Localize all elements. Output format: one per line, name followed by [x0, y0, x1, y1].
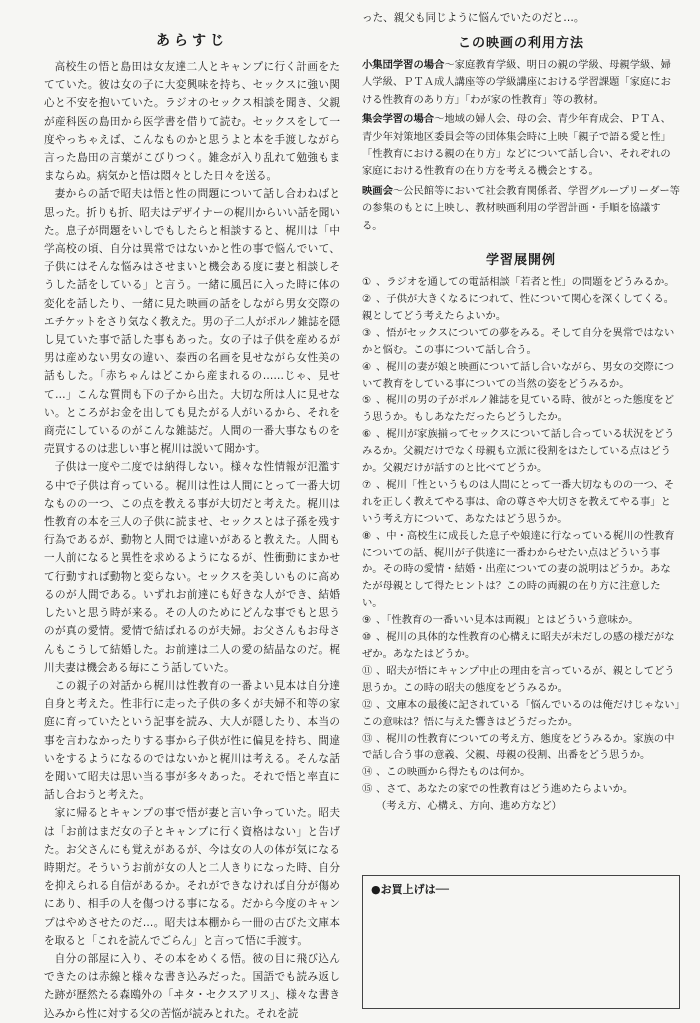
discussion-item — [362, 325, 680, 359]
item-number: ⑧ — [362, 529, 372, 542]
discussion-item — [362, 612, 680, 629]
item-text: 、梶川が家族揃ってセックスについて話し合っている状況をどうみるか。父親だけでなく母親も立派に役割をはたしている点はどうか。父親だけが話すのと比べてどうか。 — [362, 428, 675, 475]
usage-text: 〜公民館等において社会教育関係者、学習グループリーダー等の参集のもとに上映し、教材映画利用の学習計画・手順を協議する。 — [362, 184, 680, 232]
usage-term: 小集団学習の場合 — [362, 59, 445, 71]
discussion-item — [362, 629, 680, 663]
discussion-item — [362, 731, 680, 765]
item-text: 、梶川の具体的な性教育の心構えに昭夫が未だしの感の様だがなぜか。あなたはどうか。 — [362, 631, 675, 660]
discussion-item — [362, 274, 680, 291]
item-number: ② — [362, 292, 372, 305]
synopsis-paragraph: 妻からの話で昭夫は悟と性の問題について話し合わねばと思った。折りも折、昭夫はデザイナーの梶川からいい話を聞いた。息子が問題をいしでもしたらと相談すると、梶川は「中学高校の頃、自分は異常ではないかと性の事で悩んでいて、子供にはそんな悩みはさせまいと機会ある度に妻と相談しそうした話をしている」と言う。一緒に風呂に入った時に体の変化を話したり、一緒に見た映画の話をしながら男女交際のエチケットをさり気なく教えた。男の子二人がポルノ雑誌を隠し見ていた事で話した事もあった。女の子は子供を産めるが男は産めない男女の違い、泰西の名画を見せながら女性美の話もした。「赤ちゃんはどこから産まれるの……じゃ、見せて…」こんな質問も下の子から出た。大切な所は人に見せない。ところがお金を出しても見たがる人がいるから、それを商売にしているのがこんな雑誌だ。人間の一番大事なものを売買するのは悲しい事と梶川は説いて聞かす。 — [44, 188, 340, 456]
item-text: 、梶川の男の子がポルノ雑誌を見ている時、彼がとった態度をどう思うか。もしあなただったらどうしたか。 — [362, 394, 674, 424]
item-number: ⑤ — [362, 394, 372, 407]
synopsis-paragraph: 自分の部屋に入り、その本をめくる悟。彼の目に飛び込んできたのは赤線と様々な書き込みだった。国語でも読み返した跡が歴然たる森鴎外の「ヰタ・セクスアリス」、様々な書き込みから性に対する父の苦悩が読みとれた。それを読 — [44, 952, 340, 1020]
item-text: 、梶川の性教育についての考え方、態度をどうみるか。家族の中で話し合う事の意義、父親、母親の役割、出番をどう思うか。 — [362, 732, 675, 762]
synopsis-title: あらすじ — [156, 33, 228, 49]
item-text: 、「性教育の一番いい見本は両親」とはどういう意味か。 — [376, 614, 639, 627]
item-number: ③ — [362, 326, 372, 339]
synopsis-continuation: った、親父も同じように悩んでいたのだと…。 — [362, 12, 585, 24]
synopsis-paragraph: 子供は一度や二度では納得しない。様々な性情報が氾濫する中で子供は育っている。梶川は性は人間にとって一番大切なものの一つ、この点を教える事が大切だと考えた。梶川は性教育の本を三人の子供に読ませ、セックスとは子孫を残す行為であるが、動物と人間では違いがあると教えた。人間も一人前になると異性を求めるようになるが、性衝動にまかせて行動すれば動物と変らない。セックスを美しいものに高めるのが人間である。いずれお前達にも好きな人ができ、結婚したいと思う時が来る。その人のためにどんな事でもと思うのが真の愛情。愛情で結ばれるのが夫婦。お父さんもお母さんもこうして結婚した。お前達は二人の愛の結晶なのだ。梶川夫妻は機会ある毎にこう話していた。 — [44, 461, 340, 674]
synopsis-paragraph: この親子の対話から梶川は性教育の一番よい見本は自分達自身と考えた。性非行に走った子供の多くが夫婦不和等の家庭に育っていたという記事を読み、大人が隠したり、本当の事を言わなかったりする事から子供が性に偏見を持ち、間違いをするようになるのではないかと梶川は考える。そんな話を聞いて昭夫は思い当る事が多々あった。それで悟と率直に話し合おうと考えた。 — [44, 679, 340, 802]
item-text: 、中・高校生に成長した息子や娘達に行なっている梶川の性教育についての話、梶川が子供達に一番わからせたい点はどういう事か。その時の愛情・結婚・出産についての妻の説明はどうか。あなたが母親として得たヒントは？この時の両親の在り方に注意したい。 — [362, 529, 675, 610]
item-text: 、この映画から得たものは何か。 — [376, 766, 531, 779]
discussion-item — [362, 764, 680, 781]
item-text: 、文庫本の最後に記されている「悩んでいるのは俺だけじゃない」この意味は？悟に与えた響きはどうだったか。 — [362, 698, 680, 728]
purchase-label: ●お買上げは── — [371, 883, 449, 896]
item-number: ⑫ — [362, 698, 373, 711]
item-number: ⑭ — [362, 766, 373, 779]
discussion-item — [362, 663, 680, 697]
item-text: 、梶川の妻が娘と映画について話し合いながら、男女の交際について教育をしている事についての当然の姿をどうみるか。 — [362, 360, 675, 390]
item-number: ④ — [362, 360, 372, 373]
item-number: ① — [362, 276, 372, 289]
item-text: 、ラジオを通しての電話相談「若者と性」の問題をどうみるか。 — [376, 276, 675, 289]
usage-title: この映画の利用方法 — [457, 36, 584, 51]
item-text: 、悟がセックスについての夢をみる。そして自分を異常ではないかと悩む。この事について話し合う。 — [362, 326, 675, 356]
item-number: ⑦ — [362, 478, 372, 491]
discussion-item — [362, 697, 680, 731]
usage-item — [362, 57, 680, 109]
discussion-item — [362, 359, 680, 393]
right-column — [362, 10, 680, 815]
discussion-item — [362, 291, 680, 325]
usage-term: 集会学習の場合 — [362, 113, 435, 126]
item-number: ⑥ — [362, 428, 372, 441]
usage-text: 〜家庭教育学級、明日の親の学級、母親学級、婦人学級、ＰＴＡ成人講座等の学級講座における学習課題「家庭における性教育のあり方」「わが家の性教育」等の教材。 — [362, 59, 671, 106]
item-text: 、梶川「性というものは人間にとって一番大切なものの一つ、それを正しく教えてやる事は、命の尊さや大切さを教えてやる事」という考え方について、あなたはどう思うか。 — [362, 478, 674, 525]
discussion-item — [362, 528, 680, 613]
discussion-list — [362, 274, 680, 798]
discussion-footnote: （考え方、心構え、方向、進め方など） — [376, 800, 562, 813]
usage-item — [362, 111, 680, 181]
discussion-item — [362, 392, 680, 426]
usage-term: 映画会 — [362, 184, 393, 197]
synopsis-paragraph: 家に帰るとキャンプの事で悟が妻と言い争っていた。昭夫は「お前はまだ女の子とキャンプに行く資格はない」と告げた。お父さんにも覚えがあるが、今は女の人の体が気になる時期だ。そういうお前が女の人と二人きりになった時、自分を抑えられる自信があるか。それができなければ自分が傷めにあり、相手の人を傷つける事になる。だから今度のキャンプはやめさせたのだ…。昭夫は本棚から一冊の古びた文庫本を取ると「これを読んでごらん」と言って悟に手渡す。 — [44, 807, 340, 947]
discussion-item — [362, 781, 680, 798]
synopsis-column — [44, 28, 340, 1023]
item-number: ⑨ — [362, 614, 372, 627]
item-text: 、子供が大きくなるにつれて、性について関心を深くしてくる。親としてどう考えたらよいか。 — [362, 292, 674, 322]
item-text: 、さて、あなたの家での性教育はどう進めたらよいか。 — [376, 783, 634, 796]
usage-item — [362, 183, 680, 235]
discussion-item — [362, 426, 680, 477]
item-number: ⑬ — [362, 732, 373, 745]
item-text: 、昭夫が悟にキャンプ中止の理由を言っているが、親としてどう思うか。この時の昭夫の態度をどうみるか。 — [362, 664, 675, 694]
discussion-title: 学習展開例 — [485, 253, 556, 269]
item-number: ⑪ — [362, 664, 373, 677]
synopsis-paragraph: 高校生の悟と島田は女友達二人とキャンプに行く計画をたてていた。彼は女の子に大変興味を持ち、セックスに強い関心と不安を抱いていた。ラジオのセックス相談を聞き、父親が産科医の島田から医学書を借りて読む。セックスをして一度やっちゃえば、こんなものかと思うよと本を手渡しながら言った島田の言葉がこびりつく。雑念が入り乱れて勉強もままならぬ。病気かと悟は悶々とした日々を送る。 — [44, 61, 340, 183]
item-number: ⑩ — [362, 631, 372, 644]
purchase-stamp-box — [362, 875, 680, 1009]
item-number: ⑮ — [362, 783, 373, 796]
discussion-item — [362, 477, 680, 528]
usage-text: 〜地域の婦人会、母の会、青少年育成会、ＰＴＡ、青少年対策地区委員会等の団体集会時に上映「親子で語る愛と性」「性教育における親の在り方」などについて話し合い、それぞれの家庭における性教育の在り方を考える機会とする。 — [362, 113, 671, 178]
